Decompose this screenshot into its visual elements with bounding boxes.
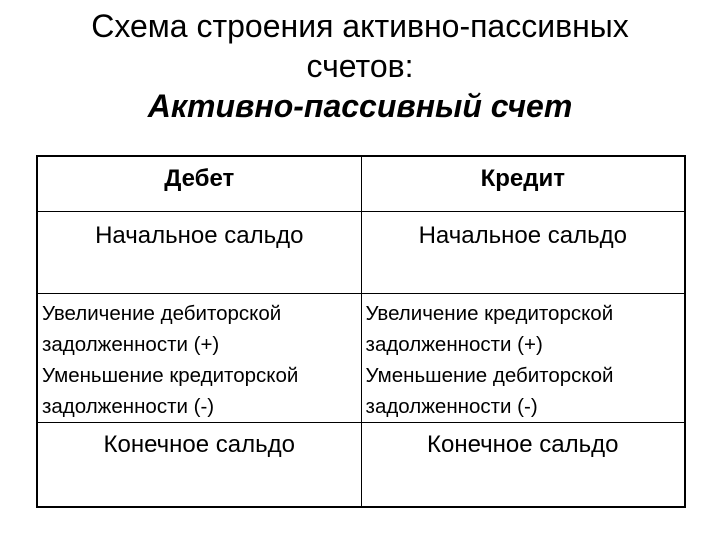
credit-header: Кредит — [361, 156, 685, 211]
account-scheme-table — [36, 155, 686, 508]
table-header-row — [37, 156, 685, 211]
closing-balance-row — [37, 422, 685, 507]
credit-closing-balance: Конечное сальдо — [361, 422, 685, 507]
title-line-2: счетов: — [306, 48, 414, 84]
debit-closing-balance: Конечное сальдо — [37, 422, 361, 507]
debit-header: Дебет — [37, 156, 361, 211]
credit-opening-balance: Начальное сальдо — [361, 211, 685, 293]
debit-movement-line: Уменьшение кредиторской — [42, 363, 299, 387]
credit-movement-line: Увеличение кредиторской — [365, 301, 614, 325]
credit-movement-line: задолженности (-) — [365, 394, 538, 418]
slide-title — [0, 6, 720, 126]
debit-movements — [37, 293, 361, 422]
title-line-1: Схема строения активно-пассивных — [91, 8, 629, 44]
debit-movement-line: Увеличение дебиторской — [42, 301, 282, 325]
credit-movement-line: Уменьшение дебиторской — [365, 363, 614, 387]
opening-balance-row — [37, 211, 685, 293]
movements-row — [37, 293, 685, 422]
slide-subtitle: Активно-пассивный счет — [147, 88, 573, 124]
credit-movements — [361, 293, 685, 422]
debit-movement-line: задолженности (-) — [42, 394, 215, 418]
debit-opening-balance: Начальное сальдо — [37, 211, 361, 293]
credit-movement-line: задолженности (+) — [365, 332, 543, 356]
debit-movement-line: задолженности (+) — [42, 332, 220, 356]
